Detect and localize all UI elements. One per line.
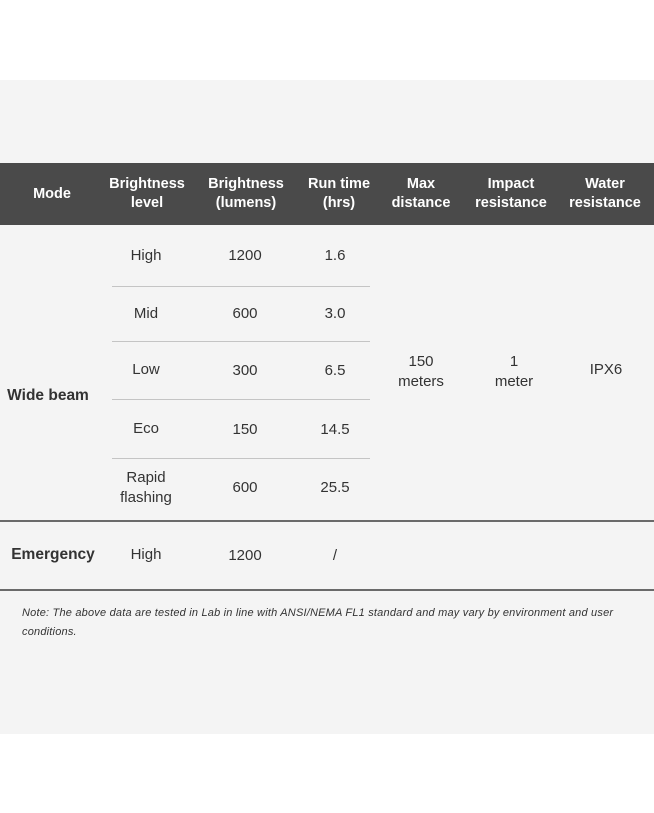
- mode-emergency: Emergency: [11, 546, 95, 563]
- row-divider: [112, 399, 370, 400]
- table-bottom-rule: [0, 589, 654, 591]
- row-divider: [112, 286, 370, 287]
- max-distance-cell: 150 meters: [398, 353, 444, 390]
- row-divider: [112, 458, 370, 459]
- header-run-time: Run time (hrs): [307, 176, 371, 211]
- header-impact-resistance: Impact resistance: [475, 176, 547, 211]
- header-max-distance: Max distance: [391, 176, 451, 211]
- runtime-cell: 1.6: [324, 247, 346, 264]
- lumens-cell: 150: [232, 421, 258, 438]
- lumens-cell: 1200: [228, 247, 262, 264]
- water-resistance-cell: IPX6: [589, 361, 623, 378]
- impact-resistance-cell: 1 meter: [494, 353, 534, 390]
- runtime-cell: 6.5: [324, 362, 346, 379]
- runtime-cell: 3.0: [324, 305, 346, 322]
- header-brightness-lumens: Brightness (lumens): [208, 176, 284, 211]
- lumens-cell: 1200: [228, 547, 262, 564]
- level-cell: Low: [132, 361, 160, 378]
- level-cell: Eco: [133, 420, 159, 437]
- section-divider: [0, 520, 654, 522]
- runtime-cell: 25.5: [320, 479, 350, 496]
- footnote: Note: The above data are tested in Lab in line with ANSI/NEMA FL1 standard and may vary by environment and user conditions.: [22, 607, 614, 638]
- level-cell: Rapid flashing: [120, 469, 172, 506]
- level-cell: High: [130, 247, 162, 264]
- level-cell: High: [130, 546, 162, 563]
- table-header: [0, 163, 654, 225]
- header-water-resistance: Water resistance: [569, 176, 641, 211]
- row-divider: [112, 341, 370, 342]
- level-cell: Mid: [133, 305, 159, 322]
- header-mode: Mode: [33, 185, 71, 202]
- runtime-cell: /: [332, 547, 338, 564]
- header-brightness-level: Brightness level: [109, 176, 185, 211]
- runtime-cell: 14.5: [320, 421, 350, 438]
- lumens-cell: 600: [232, 305, 258, 322]
- mode-wide-beam: Wide beam: [7, 387, 89, 404]
- lumens-cell: 300: [232, 362, 258, 379]
- lumens-cell: 600: [232, 479, 258, 496]
